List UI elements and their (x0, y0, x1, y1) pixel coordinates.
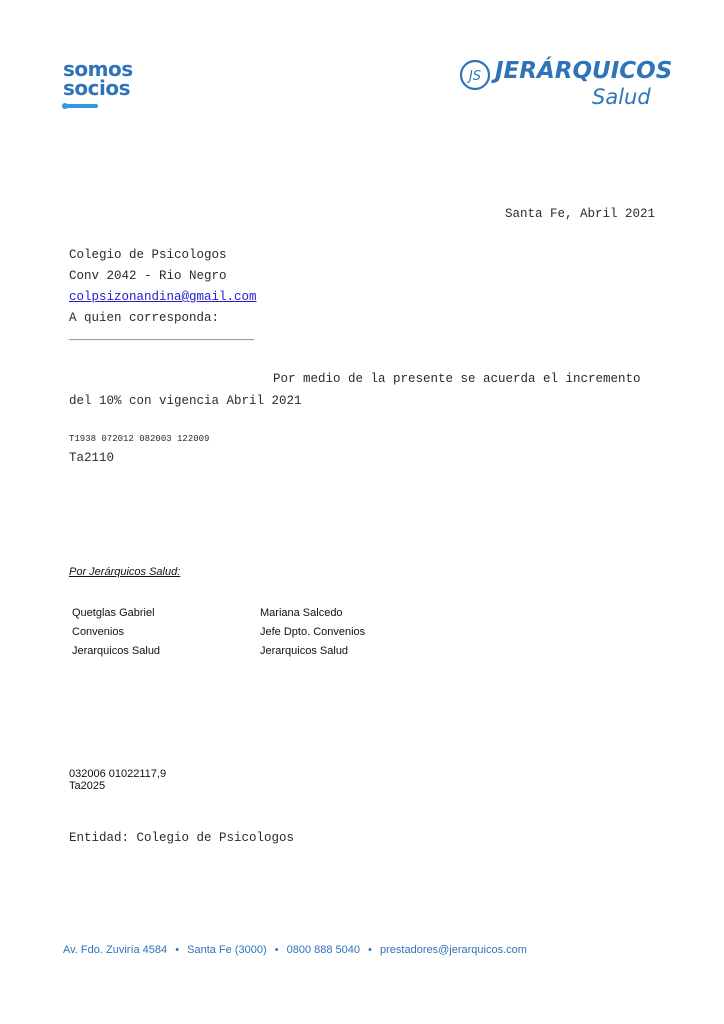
signature-left-name: Quetglas Gabriel (72, 607, 155, 619)
signature-heading: Por Jerárquicos Salud: (69, 566, 181, 578)
recipient-name: Colegio de Psicologos (69, 248, 227, 262)
body-line-1: Por medio de la presente se acuerda el incremento (273, 372, 641, 386)
body-line-2: del 10% con vigencia Abril 2021 (69, 394, 302, 408)
greeting: A quien corresponda: (69, 311, 220, 325)
logo-left-line1: somos (63, 57, 133, 81)
signature-left-role: Convenios (72, 626, 124, 638)
logo-left-line2: socios (63, 76, 130, 100)
footer-phone: 0800 888 5040 (286, 944, 361, 956)
ref-line-2: Ta2025 (69, 780, 106, 792)
footer-separator: • (368, 944, 372, 956)
footer-separator: • (274, 944, 279, 956)
signature-right-name: Mariana Salcedo (260, 607, 343, 619)
codes-small: T1938 072012 082003 122009 (69, 434, 210, 444)
recipient-email-link[interactable]: colpsizonandina@gmail.com (69, 290, 257, 304)
js-badge-icon (459, 59, 491, 91)
signature-right-org: Jerarquicos Salud (260, 645, 349, 657)
code-ta: Ta2110 (69, 451, 115, 465)
footer-city: Santa Fe (3000) (187, 944, 267, 956)
date-line: Santa Fe, Abril 2021 (504, 207, 655, 221)
logo-brand-text: JERÁRQUICOS (495, 58, 673, 84)
signature-right-role: Jefe Dpto. Convenios (260, 626, 366, 638)
signature-left-org: Jerarquicos Salud (72, 645, 161, 657)
logo-bar-icon (63, 104, 98, 108)
footer-separator: • (175, 944, 180, 956)
logo-sub-text: Salud (592, 85, 651, 109)
footer (63, 944, 527, 956)
recipient-conv: Conv 2042 - Rio Negro (69, 269, 227, 283)
entidad-line: Entidad: Colegio de Psicologos (69, 831, 295, 845)
separator-rule: ____________________________ (69, 331, 254, 343)
footer-address: Av. Fdo. Zuviría 4584 (63, 944, 168, 956)
somos-socios-logo (63, 57, 143, 112)
logo-badge-text: JS (468, 69, 482, 84)
ref-line-1: 032006 01022117,9 (69, 768, 167, 780)
footer-email[interactable]: prestadores@jerarquicos.com (380, 944, 527, 956)
jerarquicos-salud-logo (459, 56, 673, 112)
